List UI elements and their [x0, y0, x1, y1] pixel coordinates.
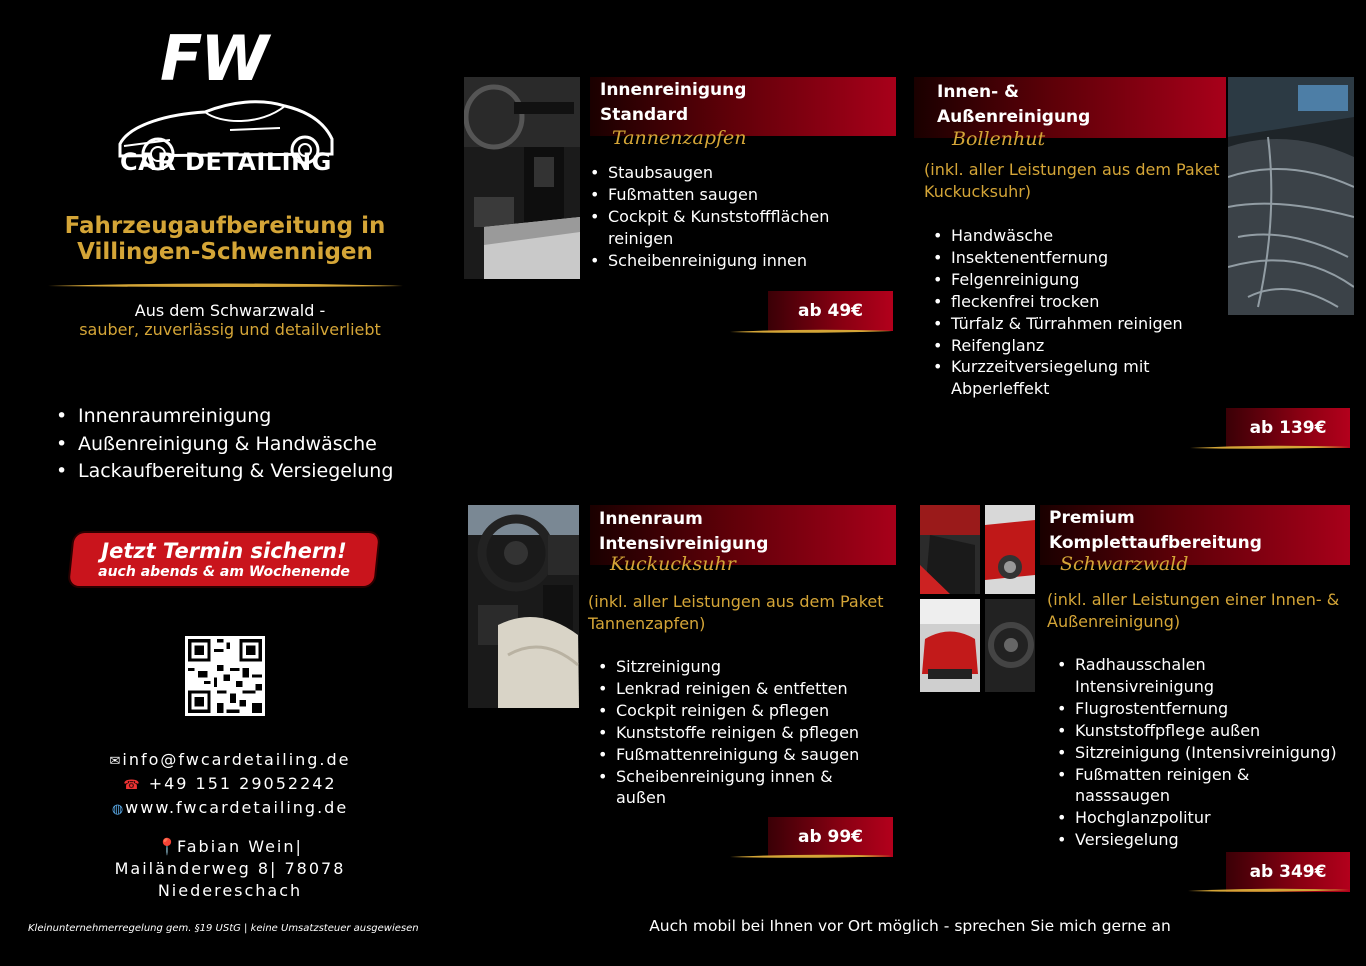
steering-wheel-photo	[468, 505, 579, 708]
email-text: info@fwcardetailing.de	[122, 750, 351, 769]
headline-line1: Fahrzeugaufbereitung in	[64, 213, 386, 239]
brand-logo	[110, 22, 340, 178]
package-note	[1047, 589, 1352, 633]
exterior-wash-photo	[1228, 77, 1354, 315]
logo-mark: FW	[160, 22, 267, 95]
package-title	[600, 78, 746, 127]
headline-line2: Villingen-Schwennigen	[77, 239, 373, 266]
tagline-line1: Aus dem Schwarzwald -	[134, 301, 326, 320]
feature-item: • Radhausschalen Intensivreinigung	[1055, 654, 1235, 698]
footer-note: Auch mobil bei Ihnen vor Ort möglich - sprechen Sie mich gerne an	[649, 917, 1171, 935]
package-note-line2: Tannenzapfen)	[588, 614, 706, 633]
feature-item: • fleckenfrei trocken	[931, 291, 1211, 313]
red-car-front-photo	[920, 599, 980, 692]
package-features	[931, 225, 1211, 400]
qr-code[interactable]	[185, 636, 265, 716]
feature-item: • Fußmattenreinigung & saugen	[596, 744, 876, 766]
feature-item: • Kurzzeitversiegelung mit Abperleffekt	[931, 356, 1211, 400]
service-item: • Innenraumreinigung	[56, 403, 393, 431]
price-badge: ab 49€	[768, 291, 893, 331]
package-title-line2: Standard	[600, 104, 689, 125]
feature-item: • Fußmatten saugen	[588, 184, 848, 206]
feature-item: • Cockpit reinigen & pflegen	[596, 700, 876, 722]
package-title	[937, 80, 1090, 129]
contact-email[interactable]	[20, 749, 440, 773]
address-line2: Mailänderweg 8| 78078	[114, 859, 346, 878]
phone-icon: ☎	[123, 778, 140, 793]
contact-block	[20, 749, 440, 821]
feature-item: • Hochglanzpolitur	[1055, 807, 1353, 829]
price-badge: ab 139€	[1226, 408, 1350, 448]
package-features	[1055, 654, 1353, 851]
package-title-line2: Intensivreinigung	[599, 533, 769, 554]
package-title	[1049, 506, 1262, 555]
envelope-icon: ✉	[109, 754, 121, 769]
web-text: www.fwcardetailing.de	[125, 798, 349, 817]
phone-text: +49 151 29052242	[148, 774, 337, 793]
cta-headline: Jetzt Termin sichern!	[101, 539, 347, 563]
feature-item: • Reifenglanz	[931, 335, 1211, 357]
feature-item: • Cockpit & Kunststoffflächen reinigen	[588, 206, 848, 250]
feature-item: • Sitzreinigung	[596, 656, 876, 678]
price-underline	[1190, 444, 1350, 450]
package-note	[924, 159, 1229, 203]
interior-photo	[464, 77, 580, 279]
price-underline	[730, 328, 892, 334]
package-name: Schwarzwald	[1060, 553, 1189, 575]
price-underline	[730, 853, 892, 859]
feature-item: • Türfalz & Türrahmen reinigen	[931, 313, 1211, 335]
package-title-line2: Außenreinigung	[937, 106, 1091, 127]
package-title-line2: Komplettaufbereitung	[1049, 532, 1262, 553]
address-line3: Niedereschach	[157, 881, 303, 900]
address-line1: Fabian Wein|	[177, 837, 303, 856]
pin-icon: 📍	[157, 837, 178, 856]
feature-item: • Sitzreinigung (Intensivreinigung)	[1055, 742, 1353, 764]
price-badge: ab 349€	[1226, 852, 1350, 892]
feature-item: • Lenkrad reinigen & entfetten	[596, 678, 876, 700]
feature-item: • Flugrostentfernung	[1055, 698, 1353, 720]
gold-divider	[48, 281, 403, 289]
package-note	[588, 591, 893, 635]
logo-subtitle: CAR DETAILING	[120, 148, 332, 176]
services-list	[56, 403, 393, 486]
package-note-line1: (inkl. aller Leistungen einer Innen- &	[1047, 590, 1340, 609]
service-item: • Lackaufbereitung & Versiegelung	[56, 458, 393, 486]
feature-item: • Felgenreinigung	[931, 269, 1211, 291]
package-note-line1: (inkl. aller Leistungen aus dem Paket	[588, 592, 884, 611]
legal-note: Kleinunternehmerregelung gem. §19 UStG | keine Umsatzsteuer ausgewiesen	[28, 923, 419, 934]
package-title-line1: Innen- &	[937, 82, 1019, 102]
package-title	[599, 507, 768, 556]
package-note-line1: (inkl. aller Leistungen aus dem Paket	[924, 160, 1220, 179]
package-name: Tannenzapfen	[612, 127, 747, 149]
package-title-line1: Innenreinigung	[600, 80, 747, 100]
price-badge: ab 99€	[768, 817, 893, 857]
package-title-line1: Premium	[1049, 508, 1135, 528]
feature-item: • Handwäsche	[931, 225, 1211, 247]
car-interior-red-photo	[920, 505, 980, 594]
service-item: • Außenreinigung & Handwäsche	[56, 431, 393, 459]
tagline-line2: sauber, zuverlässig und detailverliebt	[79, 320, 381, 339]
package-title-line1: Innenraum	[599, 509, 703, 529]
feature-item: • Staubsaugen	[588, 162, 848, 184]
package-features	[596, 656, 876, 809]
feature-item: • Scheibenreinigung innen & außen	[596, 766, 876, 810]
contact-phone[interactable]	[20, 773, 440, 797]
feature-item: • Insektenentfernung	[931, 247, 1211, 269]
feature-item: • Versiegelung	[1055, 829, 1353, 851]
feature-item: • Kunststoffpflege außen	[1055, 720, 1353, 742]
package-name: Kuckucksuhr	[610, 553, 736, 575]
red-car-side-photo	[985, 505, 1035, 594]
book-appointment-button[interactable]	[72, 533, 376, 586]
feature-item: • Fußmatten reinigen & nasssaugen	[1055, 764, 1275, 808]
steering-wheel-detail-photo	[985, 599, 1035, 692]
package-name: Bollenhut	[952, 128, 1046, 150]
package-note-line2: Außenreinigung)	[1047, 612, 1181, 631]
feature-item: • Scheibenreinigung innen	[588, 250, 848, 272]
package-note-line2: Kuckucksuhr)	[924, 182, 1032, 201]
cta-subline: auch abends & am Wochenende	[98, 564, 350, 580]
contact-web[interactable]	[20, 797, 440, 821]
headline	[20, 213, 430, 266]
globe-icon: ◍	[111, 802, 124, 817]
price-underline	[1188, 887, 1350, 893]
package-features	[588, 162, 848, 272]
address-block	[20, 836, 440, 902]
feature-item: • Kunststoffe reinigen & pflegen	[596, 722, 876, 744]
